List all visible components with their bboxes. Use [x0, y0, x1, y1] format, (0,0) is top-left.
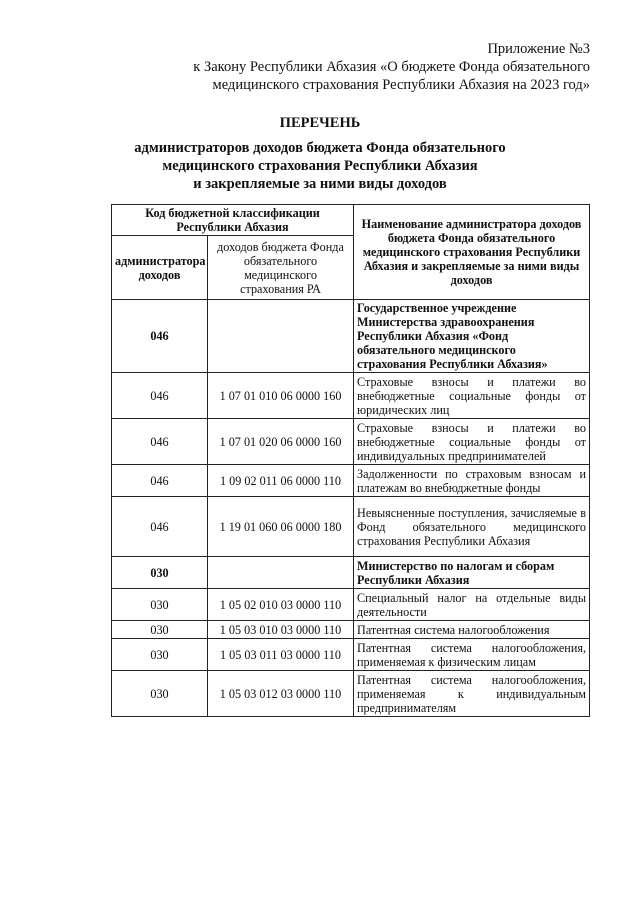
revenue-code-cell: 1 05 03 010 03 0000 110 [208, 621, 354, 639]
admin-code-cell: 046 [112, 465, 208, 497]
appendix-law-ref: к Закону Республики Абхазия «О бюджете Фонда обязательного [193, 59, 590, 75]
header-budget-classification: Код бюджетной классификации Республики Абхазия [112, 205, 354, 236]
appendix-law-ref-cont: медицинского страхования Республики Абхазия на 2023 год» [212, 77, 590, 93]
admin-code-cell: 046 [112, 419, 208, 465]
admin-code-cell: 046 [112, 300, 208, 373]
table-row [112, 419, 590, 465]
name-cell: Патентная система налогообложения, применяемая к физическим лицам [354, 639, 590, 671]
admin-code-cell: 030 [112, 557, 208, 589]
document-title-line-3: и закрепляемые за ними виды доходов [193, 176, 447, 192]
document-title-line-1: администраторов доходов бюджета Фонда обязательного [134, 140, 506, 156]
revenue-code-cell [208, 300, 354, 373]
name-cell: Задолженности по страховым взносам и платежам во внебюджетные фонды [354, 465, 590, 497]
admin-code-cell: 030 [112, 621, 208, 639]
name-cell: Патентная система налогообложения [354, 621, 590, 639]
document-title-line-2: медицинского страхования Республики Абхазия [162, 158, 478, 174]
revenue-code-cell: 1 09 02 011 06 0000 110 [208, 465, 354, 497]
table-row [112, 621, 590, 639]
revenue-administrators-table [111, 204, 590, 717]
table-row [112, 639, 590, 671]
admin-code-cell: 030 [112, 589, 208, 621]
revenue-code-cell: 1 05 02 010 03 0000 110 [208, 589, 354, 621]
admin-code-cell: 046 [112, 497, 208, 557]
name-cell: Патентная система налогообложения, применяемая к индивидуальным предпринимателям [354, 671, 590, 717]
table-row [112, 465, 590, 497]
table-row [112, 373, 590, 419]
appendix-note [193, 40, 590, 94]
table-row [112, 497, 590, 557]
revenue-code-cell: 1 05 03 012 03 0000 110 [208, 671, 354, 717]
admin-code-cell: 030 [112, 671, 208, 717]
appendix-number: Приложение №3 [487, 41, 590, 57]
admin-code-cell: 046 [112, 373, 208, 419]
document-heading: ПЕРЕЧЕНЬ [279, 115, 361, 131]
table-row [112, 671, 590, 717]
table-row [112, 300, 590, 373]
table-row [112, 557, 590, 589]
header-revenue-code: доходов бюджета Фонда обязательного медицинского страхования РА [208, 236, 354, 300]
header-administrator-name: Наименование администратора доходов бюджета Фонда обязательного медицинского страхования Республики Абхазия и закрепляемые за ними виды доходов [354, 205, 590, 300]
name-cell: Специальный налог на отдельные виды деятельности [354, 589, 590, 621]
revenue-code-cell: 1 07 01 020 06 0000 160 [208, 419, 354, 465]
name-cell: Страховые взносы и платежи во внебюджетные социальные фонды от юридических лиц [354, 373, 590, 419]
name-cell: Страховые взносы и платежи во внебюджетные социальные фонды от индивидуальных предпринимателей [354, 419, 590, 465]
name-cell: Государственное учреждение Министерства здравоохранения Республики Абхазия «Фонд обязательного медицинского страхования Республики Абхазия» [354, 300, 590, 373]
header-administrator-code: администратора доходов [112, 236, 208, 300]
revenue-code-cell [208, 557, 354, 589]
revenue-code-cell: 1 19 01 060 06 0000 180 [208, 497, 354, 557]
admin-code-cell: 030 [112, 639, 208, 671]
revenue-code-cell: 1 05 03 011 03 0000 110 [208, 639, 354, 671]
name-cell: Министерство по налогам и сборам Республики Абхазия [354, 557, 590, 589]
name-cell: Невыясненные поступления, зачисляемые в Фонд обязательного медицинского страхования Республики Абхазия [354, 497, 590, 557]
table-row [112, 589, 590, 621]
revenue-code-cell: 1 07 01 010 06 0000 160 [208, 373, 354, 419]
